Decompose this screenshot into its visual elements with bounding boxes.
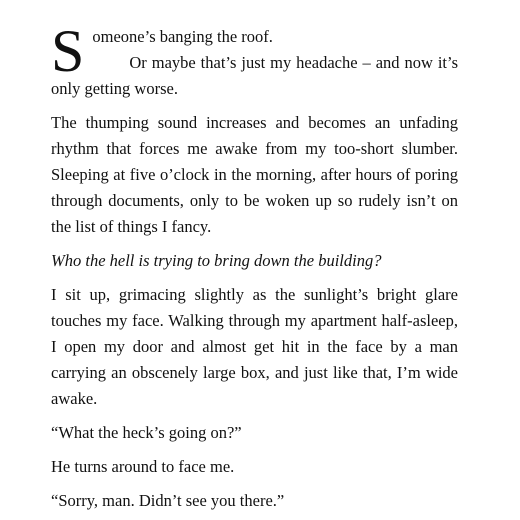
paragraph-thumping: The thumping sound increases and becomes an unfading rhythm that forces me awake from my too-short slumber. Sleeping at five o’clock in the morning, after hours of poring through documents, only to be woken up so rudely isn’t on the list of things I fancy. [51, 113, 458, 236]
paragraph-headache: Or maybe that’s just my headache – and now it’s only getting worse. [51, 53, 458, 98]
opening-line: omeone’s banging the roof. [92, 27, 273, 46]
paragraph-sit-up: I sit up, grimacing slightly as the sunlight’s bright glare touches my face. Walking through my apartment half-asleep, I open my door and almost get hit in the face by a man carrying an obscenely large box, and just like that, I’m wide awake. [51, 285, 458, 408]
dialogue-sorry: “Sorry, man. Didn’t see you there.” [51, 491, 285, 510]
drop-cap-letter: S [51, 18, 85, 84]
paragraph-turns-around: He turns around to face me. [51, 457, 235, 476]
dialogue-what-heck: “What the heck’s going on?” [51, 423, 242, 442]
paragraph-thought: Who the hell is trying to bring down the building? [51, 251, 382, 270]
